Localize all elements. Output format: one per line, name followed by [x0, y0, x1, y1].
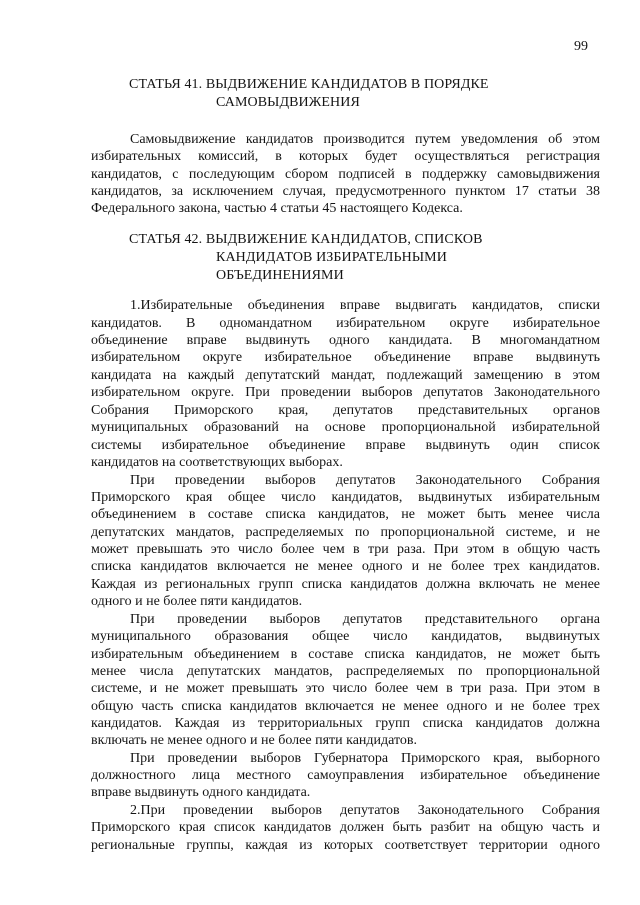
paragraph-line: должностного лица местного самоуправления избирательное объединение — [91, 768, 600, 783]
paragraph-line: Самовыдвижение кандидатов производится путем уведомления об этом — [130, 132, 600, 147]
paragraph-line: избирательных комиссий, в которых будет осуществляться регистрация — [91, 149, 600, 164]
paragraph-line: менее числа депутатских мандатов, распределяемых по пропорциональной — [91, 664, 600, 679]
paragraph-line: общую часть списка кандидатов включается не менее одного и не более трех — [91, 699, 600, 714]
paragraph-line: кандидатов. В одномандатном избирательном округе избирательное — [91, 316, 600, 331]
paragraph-line: муниципального образования общее число кандидатов, выдвинутых — [91, 629, 600, 644]
paragraph-line: может превышать это число более чем в три раза. При этом в общую часть — [91, 542, 600, 557]
paragraph-line: Каждая из региональных групп списка кандидатов должна включать не менее — [91, 577, 600, 592]
article-42-heading: ОБЪЕДИНЕНИЯМИ — [216, 268, 344, 283]
paragraph-line: кандидатов на соответствующих выборах. — [91, 455, 343, 470]
paragraph-line: Федерального закона, частью 4 статьи 45 настоящего Кодекса. — [91, 201, 463, 216]
page-number: 99 — [574, 39, 588, 54]
paragraph-line: системе, и не может превышать это число более чем в три раза. При этом в — [91, 681, 600, 696]
paragraph-line: муниципальных образований на основе пропорциональной избирательной — [91, 420, 600, 435]
paragraph-line: избирательном округе избирательное объединение вправе выдвинуть — [91, 350, 600, 365]
paragraph-line: объединением в составе списка кандидатов, не может быть менее числа — [91, 507, 600, 522]
paragraph-line: кандидата на каждый депутатский мандат, подлежащий замещению в этом — [91, 368, 600, 383]
paragraph-line: При проведении выборов Губернатора Приморского края, выборного — [130, 751, 600, 766]
paragraph-line: включать не менее одного и не более пяти кандидатов. — [91, 733, 418, 748]
paragraph-line: системы избирательное объединение вправе выдвинуть один список — [91, 438, 600, 453]
paragraph-line: списка кандидатов включается не менее одного и не более трех кандидатов. — [91, 559, 600, 574]
paragraph-line: избирательном округе. При проведении выборов депутатов Законодательного — [91, 385, 600, 400]
paragraph-line: объединение вправе выдвинуть одного кандидата. В многомандатном — [91, 333, 600, 348]
paragraph-line: 2.При проведении выборов депутатов Законодательного Собрания — [130, 803, 600, 818]
article-42-heading: КАНДИДАТОВ ИЗБИРАТЕЛЬНЫМИ — [216, 250, 447, 265]
paragraph-line: Приморского края список кандидатов должен быть разбит на общую часть и — [91, 820, 600, 835]
paragraph-line: вправе выдвинуть одного кандидата. — [91, 785, 311, 800]
article-41-heading: САМОВЫДВИЖЕНИЯ — [216, 95, 360, 110]
paragraph-line: При проведении выборов депутатов Законодательного Собрания — [130, 473, 600, 488]
paragraph-line: При проведении выборов депутатов представительного органа — [130, 612, 600, 627]
article-42-heading: СТАТЬЯ 42. ВЫДВИЖЕНИЕ КАНДИДАТОВ, СПИСКОВ — [129, 232, 483, 247]
paragraph-line: избирательным объединением в составе списка кандидатов, не может быть — [91, 647, 600, 662]
paragraph-line: одного и не более пяти кандидатов. — [91, 594, 303, 609]
paragraph-line: региональные группы, каждая из которых соответствует территории одного — [91, 838, 600, 853]
article-41-heading: СТАТЬЯ 41. ВЫДВИЖЕНИЕ КАНДИДАТОВ В ПОРЯДКЕ — [129, 77, 489, 92]
paragraph-line: депутатских мандатов, распределяемых по пропорциональной системе, и не — [91, 525, 600, 540]
paragraph-line: 1.Избирательные объединения вправе выдвигать кандидатов, списки — [130, 298, 600, 313]
paragraph-line: Собрания Приморского края, депутатов представительных органов — [91, 403, 600, 418]
paragraph-line: кандидатов, с последующим сбором подписей в поддержку самовыдвижения — [91, 167, 600, 182]
paragraph-line: кандидатов. Каждая из территориальных групп списка кандидатов должна — [91, 716, 600, 731]
paragraph-line: кандидатов, за исключением случая, предусмотренного пунктом 17 статьи 38 — [91, 184, 600, 199]
paragraph-line: Приморского края общее число кандидатов, выдвинутых избирательным — [91, 490, 600, 505]
